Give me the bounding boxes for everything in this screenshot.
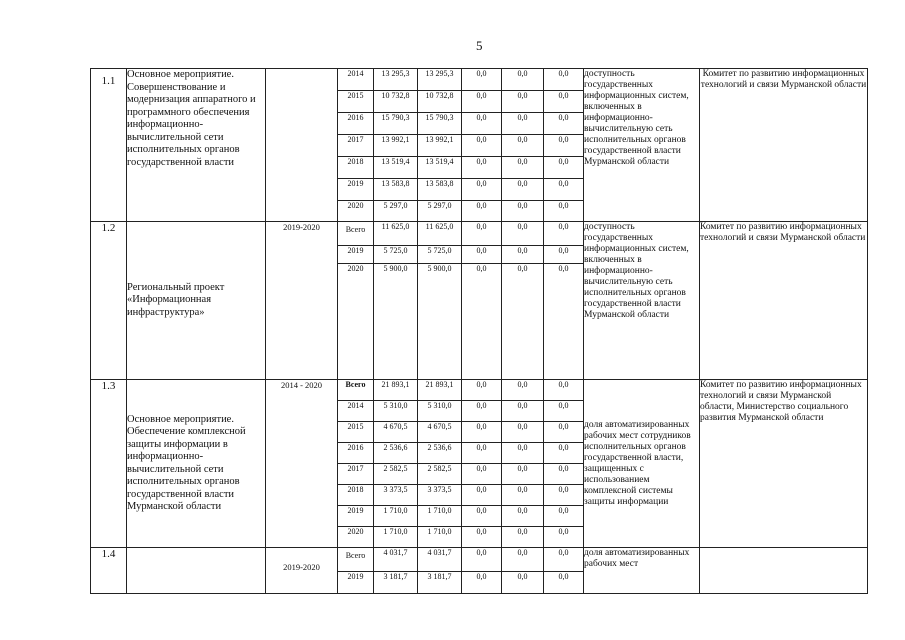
value-cell: 0,0 xyxy=(462,422,502,443)
value-cell: 0,0 xyxy=(544,179,584,201)
year-cell: 2017 xyxy=(338,135,374,157)
total-cell: 11 625,0 xyxy=(374,222,418,246)
value-cell: 0,0 xyxy=(502,485,544,506)
regional-cell: 21 893,1 xyxy=(418,380,462,401)
row-number: 1.1 xyxy=(91,69,127,222)
total-cell: 4 670,5 xyxy=(374,422,418,443)
program-table xyxy=(90,68,868,594)
event-title xyxy=(127,548,266,594)
page-number: 5 xyxy=(476,38,483,53)
responsible-text: Комитет по развитию информационных технологий и связи Мурманской области xyxy=(700,222,868,380)
year-cell: 2014 xyxy=(338,69,374,91)
value-cell: 0,0 xyxy=(502,222,544,246)
regional-cell: 4 031,7 xyxy=(418,548,462,572)
total-cell: 3 373,5 xyxy=(374,485,418,506)
year-cell: 2020 xyxy=(338,201,374,222)
table-row xyxy=(91,222,868,246)
value-cell: 0,0 xyxy=(462,135,502,157)
total-cell: 21 893,1 xyxy=(374,380,418,401)
event-period: 2019-2020 xyxy=(266,548,338,594)
value-cell: 0,0 xyxy=(544,157,584,179)
value-cell: 0,0 xyxy=(502,527,544,548)
value-cell: 0,0 xyxy=(462,157,502,179)
value-cell: 0,0 xyxy=(462,264,502,380)
regional-cell: 5 297,0 xyxy=(418,201,462,222)
value-cell: 0,0 xyxy=(462,380,502,401)
value-cell: 0,0 xyxy=(502,201,544,222)
value-cell: 0,0 xyxy=(502,401,544,422)
value-cell: 0,0 xyxy=(502,264,544,380)
regional-cell: 5 900,0 xyxy=(418,264,462,380)
value-cell: 0,0 xyxy=(544,201,584,222)
regional-cell: 5 310,0 xyxy=(418,401,462,422)
value-cell: 0,0 xyxy=(462,401,502,422)
regional-cell: 3 373,5 xyxy=(418,485,462,506)
year-cell: 2019 xyxy=(338,246,374,264)
regional-cell: 11 625,0 xyxy=(418,222,462,246)
value-cell: 0,0 xyxy=(502,443,544,464)
regional-cell: 2 536,6 xyxy=(418,443,462,464)
event-period xyxy=(266,69,338,222)
value-cell: 0,0 xyxy=(544,246,584,264)
year-cell: 2015 xyxy=(338,422,374,443)
value-cell: 0,0 xyxy=(544,135,584,157)
value-cell: 0,0 xyxy=(502,91,544,113)
table-row xyxy=(91,380,868,401)
value-cell: 0,0 xyxy=(462,246,502,264)
value-cell: 0,0 xyxy=(502,380,544,401)
total-cell: 1 710,0 xyxy=(374,506,418,527)
year-cell: 2015 xyxy=(338,91,374,113)
regional-cell: 13 992,1 xyxy=(418,135,462,157)
total-cell: 4 031,7 xyxy=(374,548,418,572)
total-cell: 15 790,3 xyxy=(374,113,418,135)
regional-cell: 1 710,0 xyxy=(418,527,462,548)
event-title: Основное мероприятие. Совершенствование и модернизация аппаратного и программного обеспечения информационно-вычислительной сети исполнительных органов государственной власти xyxy=(127,69,266,222)
value-cell: 0,0 xyxy=(502,548,544,572)
regional-cell: 13 583,8 xyxy=(418,179,462,201)
total-cell: 5 310,0 xyxy=(374,401,418,422)
total-cell: 2 536,6 xyxy=(374,443,418,464)
value-cell: 0,0 xyxy=(544,264,584,380)
value-cell: 0,0 xyxy=(544,443,584,464)
value-cell: 0,0 xyxy=(462,572,502,594)
year-cell: 2019 xyxy=(338,506,374,527)
year-cell: 2020 xyxy=(338,264,374,380)
year-cell: 2019 xyxy=(338,572,374,594)
event-title: Основное мероприятие. Обеспечение комплексной защиты информации в информационно-вычислительной сети исполнительных органов государственной власти Мурманской области xyxy=(127,380,266,548)
value-cell: 0,0 xyxy=(502,572,544,594)
total-cell: 13 583,8 xyxy=(374,179,418,201)
total-cell: 5 297,0 xyxy=(374,201,418,222)
value-cell: 0,0 xyxy=(462,464,502,485)
event-title: Региональный проект «Информационная инфраструктура» xyxy=(127,222,266,380)
regional-cell: 1 710,0 xyxy=(418,506,462,527)
regional-cell: 13 519,4 xyxy=(418,157,462,179)
regional-cell: 10 732,8 xyxy=(418,91,462,113)
table-row xyxy=(91,69,868,91)
value-cell: 0,0 xyxy=(502,113,544,135)
year-cell: 2018 xyxy=(338,157,374,179)
year-cell: 2016 xyxy=(338,443,374,464)
indicator-text: доступность государственных информационных систем, включенных в информационно-вычислительную сеть исполнительных органов государственной власти Мурманской области xyxy=(584,69,700,222)
value-cell: 0,0 xyxy=(462,91,502,113)
year-cell: Всего xyxy=(338,548,374,572)
indicator-text: доля автоматизированных рабочих мест xyxy=(584,548,700,594)
value-cell: 0,0 xyxy=(462,443,502,464)
value-cell: 0,0 xyxy=(544,222,584,246)
value-cell: 0,0 xyxy=(544,506,584,527)
value-cell: 0,0 xyxy=(462,527,502,548)
value-cell: 0,0 xyxy=(502,422,544,443)
value-cell: 0,0 xyxy=(502,69,544,91)
total-cell: 13 295,3 xyxy=(374,69,418,91)
value-cell: 0,0 xyxy=(502,464,544,485)
value-cell: 0,0 xyxy=(462,69,502,91)
year-cell: Всего xyxy=(338,222,374,246)
year-cell: 2014 xyxy=(338,401,374,422)
event-period: 2014 - 2020 xyxy=(266,380,338,548)
value-cell: 0,0 xyxy=(544,91,584,113)
total-cell: 3 181,7 xyxy=(374,572,418,594)
year-cell: 2018 xyxy=(338,485,374,506)
responsible-text: Комитет по развитию информационных технологий и связи Мурманской области xyxy=(700,69,868,222)
year-cell: 2016 xyxy=(338,113,374,135)
total-cell: 5 900,0 xyxy=(374,264,418,380)
value-cell: 0,0 xyxy=(544,422,584,443)
year-cell: Всего xyxy=(338,380,374,401)
row-number: 1.4 xyxy=(91,548,127,594)
table-row xyxy=(91,548,868,572)
event-period: 2019-2020 xyxy=(266,222,338,380)
value-cell: 0,0 xyxy=(462,201,502,222)
value-cell: 0,0 xyxy=(462,506,502,527)
value-cell: 0,0 xyxy=(502,246,544,264)
regional-cell: 5 725,0 xyxy=(418,246,462,264)
total-cell: 1 710,0 xyxy=(374,527,418,548)
responsible-text: Комитет по развитию информационных технологий и связи Мурманской области, Министерство социального развития Мурманской области xyxy=(700,380,868,548)
row-number: 1.3 xyxy=(91,380,127,548)
regional-cell: 15 790,3 xyxy=(418,113,462,135)
value-cell: 0,0 xyxy=(544,401,584,422)
regional-cell: 4 670,5 xyxy=(418,422,462,443)
total-cell: 13 992,1 xyxy=(374,135,418,157)
responsible-text xyxy=(700,548,868,594)
value-cell: 0,0 xyxy=(544,548,584,572)
value-cell: 0,0 xyxy=(544,485,584,506)
value-cell: 0,0 xyxy=(544,464,584,485)
regional-cell: 13 295,3 xyxy=(418,69,462,91)
regional-cell: 3 181,7 xyxy=(418,572,462,594)
regional-cell: 2 582,5 xyxy=(418,464,462,485)
year-cell: 2020 xyxy=(338,527,374,548)
value-cell: 0,0 xyxy=(462,485,502,506)
value-cell: 0,0 xyxy=(462,113,502,135)
value-cell: 0,0 xyxy=(502,179,544,201)
value-cell: 0,0 xyxy=(502,135,544,157)
value-cell: 0,0 xyxy=(544,572,584,594)
value-cell: 0,0 xyxy=(462,222,502,246)
year-cell: 2017 xyxy=(338,464,374,485)
value-cell: 0,0 xyxy=(544,113,584,135)
value-cell: 0,0 xyxy=(462,179,502,201)
indicator-text: доступность государственных информационных систем, включенных в информационно-вычислительную сеть исполнительных органов государственной власти Мурманской области xyxy=(584,222,700,380)
indicator-text: доля автоматизированных рабочих мест сотрудников исполнительных органов государственной власти, защищенных с использованием комплексной системы защиты информации xyxy=(584,380,700,548)
year-cell: 2019 xyxy=(338,179,374,201)
value-cell: 0,0 xyxy=(462,548,502,572)
total-cell: 5 725,0 xyxy=(374,246,418,264)
value-cell: 0,0 xyxy=(544,527,584,548)
total-cell: 10 732,8 xyxy=(374,91,418,113)
value-cell: 0,0 xyxy=(502,157,544,179)
value-cell: 0,0 xyxy=(502,506,544,527)
value-cell: 0,0 xyxy=(544,380,584,401)
total-cell: 2 582,5 xyxy=(374,464,418,485)
value-cell: 0,0 xyxy=(544,69,584,91)
total-cell: 13 519,4 xyxy=(374,157,418,179)
row-number: 1.2 xyxy=(91,222,127,380)
